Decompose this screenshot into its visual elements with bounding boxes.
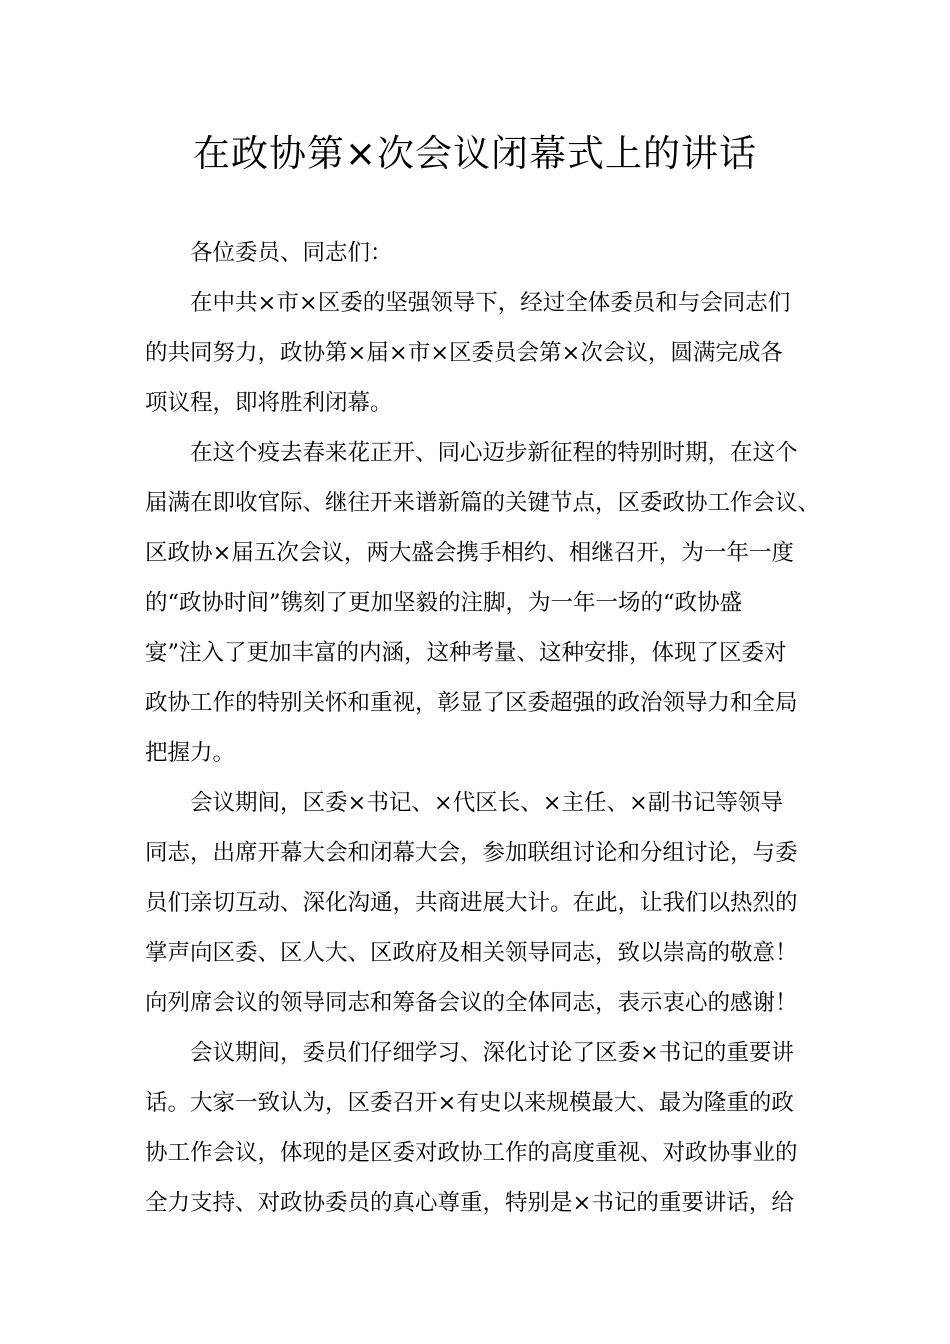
text-line: 在中共×市×区委的坚强领导下，经过全体委员和与会同志们: [190, 290, 791, 316]
text-line: 会议期间，区委×书记、×代区长、×主任、×副书记等领导: [190, 790, 783, 816]
text-line: 向列席会议的领导同志和筹备会议的全体同志，表示衷心的感谢！: [145, 990, 798, 1016]
text-line: 的共同努力，政协第×届×市×区委员会第×次会议，圆满完成各: [145, 340, 783, 366]
text-line: 会议期间，委员们仔细学习、深化讨论了区委×书记的重要讲: [190, 1040, 794, 1066]
text-line: 全力支持、对政协委员的真心尊重，特别是×书记的重要讲话，给: [145, 1190, 794, 1216]
text-line: 员们亲切互动、深化沟通，共商进展大计。在此，让我们以热烈的: [145, 890, 798, 916]
text-line: 届满在即收官际、继往开来谱新篇的关键节点，区委政协工作会议、: [145, 490, 821, 516]
text-line: 宴”注入了更加丰富的内涵，这种考量、这种安排，体现了区委对: [145, 640, 787, 666]
text-line: 把握力。: [145, 740, 236, 766]
text-line: 同志，出席开幕大会和闭幕大会，参加联组讨论和分组讨论，与委: [145, 840, 798, 866]
text-line: 话。大家一致认为，区委召开×有史以来规模最大、最为隆重的政: [145, 1090, 794, 1116]
document-body: [145, 228, 820, 1228]
text-line: 在这个疫去春来花正开、同心迈步新征程的特别时期，在这个: [190, 440, 798, 466]
text-line: 项议程，即将胜利闭幕。: [145, 390, 393, 416]
text-line: 掌声向区委、区人大、区政府及相关领导同志，致以崇高的敬意！: [145, 940, 798, 966]
text-line: 的“政协时间”镌刻了更加坚毅的注脚，为一年一场的“政协盛: [145, 590, 743, 616]
text-line: 区政协×届五次会议，两大盛会携手相约、相继召开，为一年一度: [145, 540, 794, 566]
text-line: 各位委员、同志们：: [190, 240, 393, 266]
text-line: 政协工作的特别关怀和重视，彰显了区委超强的政治领导力和全局: [145, 690, 798, 716]
document-title: 在政协第×次会议闭幕式上的讲话: [192, 132, 757, 175]
text-line: 协工作会议，体现的是区委对政协工作的高度重视、对政协事业的: [145, 1140, 798, 1166]
